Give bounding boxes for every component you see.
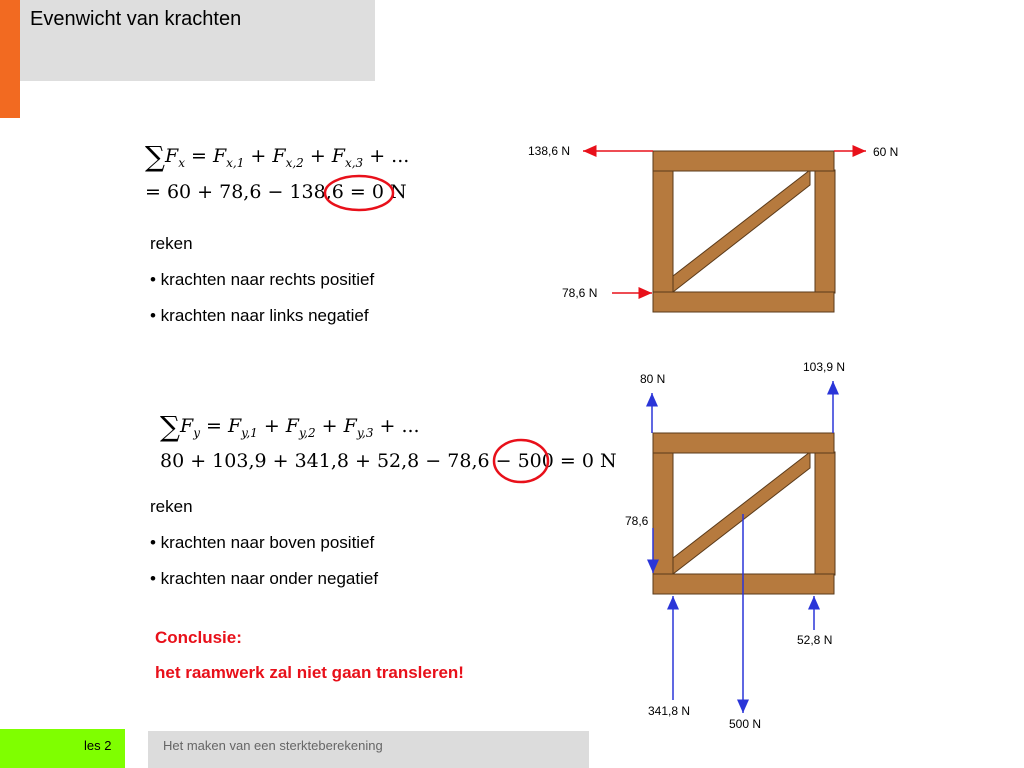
frame-bottom bbox=[653, 433, 835, 594]
eq-sub: y,3 bbox=[356, 425, 374, 440]
footer-title: Het maken van een sterkteberekening bbox=[163, 738, 383, 753]
eq-op: + bbox=[315, 415, 344, 437]
highlight-circle-x bbox=[325, 176, 393, 210]
label-786-top: 78,6 N bbox=[562, 286, 598, 300]
eq-term: F bbox=[331, 145, 345, 167]
conclusion-text: het raamwerk zal niet gaan transleren! bbox=[155, 663, 464, 682]
eq-term: F bbox=[212, 145, 227, 167]
eq-sub: y,1 bbox=[241, 425, 258, 440]
label-1386: 138,6 N bbox=[528, 144, 571, 158]
label-500: 500 N bbox=[729, 717, 762, 731]
eq-term: F bbox=[165, 145, 179, 167]
bullet-boven: • krachten naar boven positief bbox=[150, 533, 375, 552]
eq-term: F bbox=[227, 415, 242, 437]
eq-sub: x,1 bbox=[226, 155, 245, 170]
eq-op: + bbox=[244, 145, 273, 167]
bullet-onder: • krachten naar onder negatief bbox=[150, 569, 379, 588]
highlight-circle-y bbox=[494, 440, 548, 482]
eq-term: F bbox=[285, 415, 299, 437]
label-528: 52,8 N bbox=[797, 633, 833, 647]
eq-term: F bbox=[272, 145, 286, 167]
eq-op: = bbox=[184, 145, 213, 167]
page-title: Evenwicht van krachten bbox=[30, 8, 242, 30]
eq-op: + bbox=[303, 145, 332, 167]
label-80: 80 N bbox=[640, 372, 666, 386]
eq-op: + bbox=[257, 415, 286, 437]
frame-top bbox=[653, 151, 835, 312]
label-786-bottom: 78,6 bbox=[625, 514, 649, 528]
label-3418: 341,8 N bbox=[648, 704, 691, 718]
eq-op: = bbox=[199, 415, 228, 437]
eq-x-line2: = 60 + 78,6 − 138,6 = 0 N bbox=[145, 181, 407, 203]
bullet-rechts: • krachten naar rechts positief bbox=[150, 270, 375, 289]
eq-term: F bbox=[343, 415, 357, 437]
eq-term: F bbox=[180, 415, 194, 437]
reken-x: reken bbox=[150, 234, 193, 253]
reken-y: reken bbox=[150, 497, 193, 516]
sum-symbol: ∑ bbox=[145, 140, 165, 173]
eq-sub: x,2 bbox=[285, 155, 304, 170]
eq-sub: y,2 bbox=[298, 425, 316, 440]
eq-sub: y bbox=[193, 425, 200, 440]
eq-op: + ... bbox=[363, 145, 410, 167]
label-1039: 103,9 N bbox=[803, 360, 846, 374]
sum-symbol: ∑ bbox=[160, 410, 180, 443]
eq-sub: x bbox=[178, 155, 185, 170]
bullet-links: • krachten naar links negatief bbox=[150, 306, 369, 325]
eq-op: + ... bbox=[373, 415, 420, 437]
conclusion-title: Conclusie: bbox=[155, 628, 242, 647]
label-60: 60 N bbox=[873, 145, 899, 159]
eq-y-line2: 80 + 103,9 + 341,8 + 52,8 − 78,6 − 500 = 0 N bbox=[160, 450, 617, 472]
eq-sub: x,3 bbox=[344, 155, 364, 170]
footer-page-label: les 2 bbox=[84, 738, 112, 753]
